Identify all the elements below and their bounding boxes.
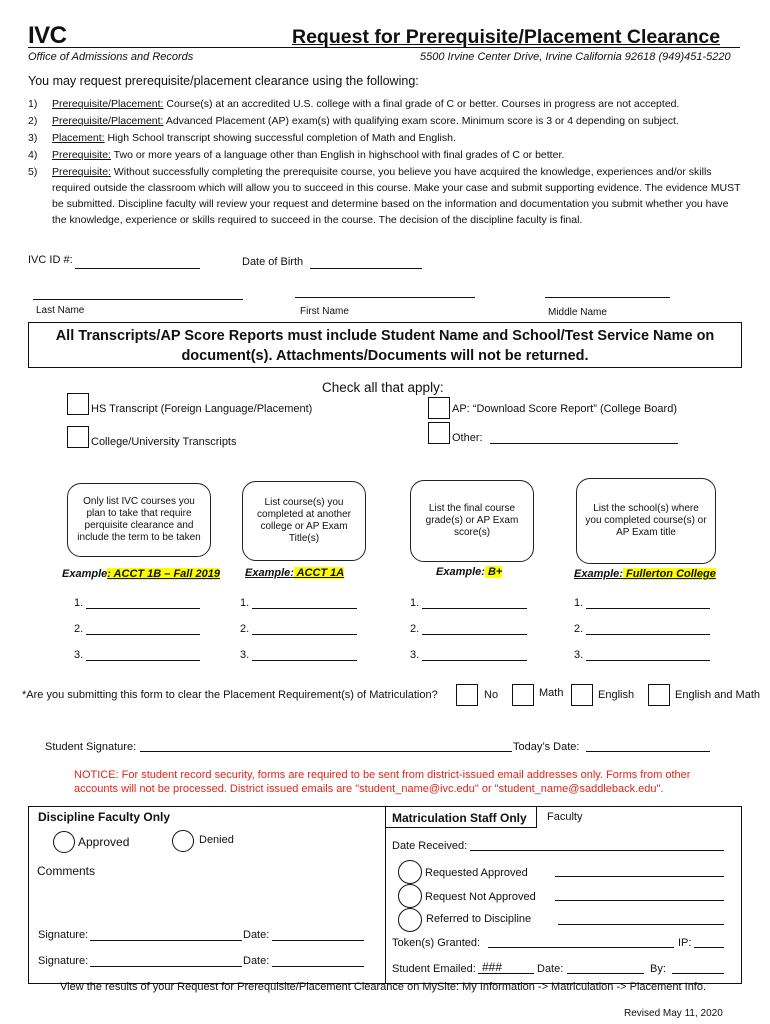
requested-approved-radio[interactable] <box>398 860 422 884</box>
row-field[interactable] <box>252 660 357 661</box>
staff-title: Matriculation Staff Only <box>392 811 527 825</box>
row-field[interactable] <box>422 634 527 635</box>
referred-field[interactable] <box>558 924 724 925</box>
placement-math-checkbox[interactable] <box>512 684 534 706</box>
row-field[interactable] <box>586 660 710 661</box>
approved-label: Approved <box>78 835 130 849</box>
footer-text: View the results of your Request for Prerequisite/Placement Clearance on MySite: My Information -> Matriculation -> Placement Info. <box>60 981 707 993</box>
placement-english-math-label: English and Math <box>675 689 760 701</box>
row-number: 2. <box>240 623 250 635</box>
option-number: 2) <box>28 115 38 127</box>
faculty-date-field[interactable] <box>272 940 364 941</box>
hint-ivc-courses <box>67 483 211 557</box>
option-number: 3) <box>28 132 38 144</box>
emailed-by-label: By: <box>650 963 666 975</box>
row-number: 1. <box>240 597 250 609</box>
office-use-divider <box>385 806 386 984</box>
email-notice: NOTICE: For student record security, forms are required to be sent from district-issued email addresses only. Forms from other accounts will not be processed. District issued emails are "student_name@ivc.edu" or "student_name@saddleback.edu". <box>74 769 691 795</box>
example-value: Fullerton College <box>622 568 716 580</box>
row-field[interactable] <box>86 660 200 661</box>
row-number: 1. <box>74 597 84 609</box>
dob-field[interactable] <box>310 268 422 269</box>
transcript-notice <box>28 322 742 368</box>
tokens-label: Token(s) Granted: <box>392 937 481 949</box>
option-number: 1) <box>28 98 38 110</box>
office-name: Office of Admissions and Records <box>28 51 194 63</box>
requested-approved-label: Requested Approved <box>425 867 528 879</box>
denied-label: Denied <box>199 834 234 846</box>
ap-report-label: AP: “Download Score Report” (College Board) <box>452 403 677 415</box>
hint-final-grades <box>410 480 534 562</box>
hint-completed-courses <box>242 481 366 561</box>
ap-report-checkbox[interactable] <box>428 397 450 419</box>
referred-label: Referred to Discipline <box>426 913 532 925</box>
ivc-id-label: IVC ID #: <box>28 254 73 266</box>
option-text: Advanced Placement (AP) exam(s) with qualifying exam score. Minimum score is 3 or 4 depending on subject. <box>163 115 679 127</box>
request-not-approved-field[interactable] <box>555 900 724 901</box>
row-number: 3. <box>240 649 250 661</box>
date-received-label: Date Received: <box>392 840 468 852</box>
faculty-signature-label: Signature: <box>38 929 89 941</box>
intro-text: You may request prerequisite/placement clearance using the following: <box>28 74 419 88</box>
placement-no-checkbox[interactable] <box>456 684 478 706</box>
ip-field[interactable] <box>694 947 724 948</box>
option-number: 4) <box>28 149 38 161</box>
placement-english-math-checkbox[interactable] <box>648 684 670 706</box>
row-number: 3. <box>410 649 420 661</box>
last-name-label: Last Name <box>36 305 85 316</box>
faculty-date-field[interactable] <box>272 966 364 967</box>
row-field[interactable] <box>252 634 357 635</box>
emailed-date-field[interactable] <box>567 973 644 974</box>
first-name-field[interactable] <box>295 297 475 298</box>
first-name-label: First Name <box>300 306 349 317</box>
row-number: 2. <box>410 623 420 635</box>
example-school <box>574 568 716 580</box>
hint-text: List the school(s) where you completed course(s) or AP Exam title <box>585 503 707 538</box>
ip-label: IP: <box>678 937 692 949</box>
option-text: Two or more years of a language other than English in highschool with final grades of C or better. <box>110 149 565 161</box>
example-label: Example: <box>574 568 623 580</box>
example-value: B+ <box>484 566 503 578</box>
request-not-approved-label: Request Not Approved <box>425 891 536 903</box>
example-value: ACCT 1A <box>293 567 345 579</box>
faculty-signature-field[interactable] <box>90 966 242 967</box>
option-number: 5) <box>28 166 38 178</box>
referred-radio[interactable] <box>398 908 422 932</box>
placement-english-label: English <box>598 689 635 701</box>
todays-date-field[interactable] <box>586 751 710 752</box>
hint-text: List the final course grade(s) or AP Exam score(s) <box>425 503 519 538</box>
faculty-date-label: Date: <box>243 929 270 941</box>
header-rule <box>28 47 740 48</box>
tokens-field[interactable] <box>488 947 674 948</box>
option-label: Placement: <box>52 132 105 144</box>
requested-approved-field[interactable] <box>555 876 724 877</box>
check-all-heading: Check all that apply: <box>322 380 444 395</box>
faculty-signature-field[interactable] <box>90 940 242 941</box>
row-field[interactable] <box>586 634 710 635</box>
student-signature-field[interactable] <box>140 751 512 752</box>
college-transcript-checkbox[interactable] <box>67 426 89 448</box>
row-number: 2. <box>74 623 84 635</box>
dob-label: Date of Birth <box>242 256 304 268</box>
student-signature-label: Student Signature: <box>45 741 137 753</box>
date-received-field[interactable] <box>470 850 724 851</box>
office-address: 5500 Irvine Center Drive, Irvine California 92618 (949)451-5220 <box>420 51 731 63</box>
revised-date: Revised May 11, 2020 <box>624 1008 723 1019</box>
placement-english-checkbox[interactable] <box>571 684 593 706</box>
last-name-field[interactable] <box>33 299 243 300</box>
example-ivc <box>62 568 220 580</box>
placement-no-label: No <box>484 689 499 701</box>
emailed-field[interactable] <box>478 973 534 974</box>
placement-question: *Are you submitting this form to clear the Placement Requirement(s) of Matriculation? <box>22 689 438 701</box>
hs-transcript-checkbox[interactable] <box>67 393 89 415</box>
request-not-approved-radio[interactable] <box>398 884 422 908</box>
row-number: 2. <box>574 623 584 635</box>
transcript-notice-text: All Transcripts/AP Score Reports must include Student Name and School/Test Service Name on document(s). Attachments/Documents will not be returned. <box>55 328 715 364</box>
ivc-id-field[interactable] <box>75 268 200 269</box>
staff-faculty-label: Faculty <box>547 811 583 823</box>
emailed-label: Student Emailed: <box>392 963 476 975</box>
row-number: 3. <box>574 649 584 661</box>
hint-school <box>576 478 716 564</box>
approved-radio[interactable] <box>53 831 75 853</box>
row-number: 1. <box>574 597 584 609</box>
row-field[interactable] <box>86 608 200 609</box>
faculty-title: Discipline Faculty Only <box>38 810 171 824</box>
comments-label: Comments <box>37 864 96 878</box>
todays-date-label: Today’s Date: <box>513 741 580 753</box>
option-label: Prerequisite: <box>52 149 111 161</box>
row-field[interactable] <box>422 608 527 609</box>
row-field[interactable] <box>86 634 200 635</box>
hint-text: List course(s) you completed at another college or AP Exam Title(s) <box>257 497 351 544</box>
example-completed <box>245 567 344 579</box>
example-grade <box>436 566 502 578</box>
college-transcript-label: College/University Transcripts <box>91 436 237 448</box>
page-title: Request for Prerequisite/Placement Clearance <box>292 26 721 48</box>
row-number: 1. <box>410 597 420 609</box>
example-value: : ACCT 1B – Fall 2019 <box>107 568 220 580</box>
row-field[interactable] <box>586 608 710 609</box>
middle-name-label: Middle Name <box>548 307 607 318</box>
example-label: Example <box>62 568 108 580</box>
example-label: Example: <box>245 567 294 579</box>
faculty-date-label: Date: <box>243 955 270 967</box>
option-label: Prerequisite: <box>52 166 111 178</box>
other-label: Other: <box>452 432 483 444</box>
option-text: High School transcript showing successful completion of Math and English. <box>104 132 456 144</box>
option-label: Prerequisite/Placement: <box>52 98 164 110</box>
emailed-date-label: Date: <box>537 963 564 975</box>
row-number: 3. <box>74 649 84 661</box>
middle-name-field[interactable] <box>545 297 670 298</box>
row-field[interactable] <box>422 660 527 661</box>
emailed-value: ### <box>482 960 503 974</box>
option-text: Course(s) at an accredited U.S. college with a final grade of C or better. Courses in progress are not accepted. <box>163 98 680 110</box>
hs-transcript-label: HS Transcript (Foreign Language/Placement) <box>91 403 313 415</box>
hint-text: Only list IVC courses you plan to take that require perquisite clearance and include the term to be taken <box>77 496 201 543</box>
placement-math-label: Math <box>539 687 564 699</box>
other-field[interactable] <box>490 443 678 444</box>
other-checkbox[interactable] <box>428 422 450 444</box>
emailed-by-field[interactable] <box>672 973 724 974</box>
denied-radio[interactable] <box>172 830 194 852</box>
option-label: Prerequisite/Placement: <box>52 115 164 127</box>
faculty-signature-label: Signature: <box>38 955 89 967</box>
example-label: Example: <box>436 566 485 578</box>
option-text: Without successfully completing the prerequisite course, you believe you have acquired the knowledge, experiences and/or skills required outside the classroom which will allow you to succeed in this course. Make your case and submit supporting evidence. The evidence MUST be submitted. Discipline faculty will review your request and determine based on the information and documentation you submit whether you have the knowledge, experience or skills required to succeed in the course. The decision of the discipline faculty is final. <box>52 166 741 226</box>
logo-text: IVC <box>28 22 67 49</box>
row-field[interactable] <box>252 608 357 609</box>
